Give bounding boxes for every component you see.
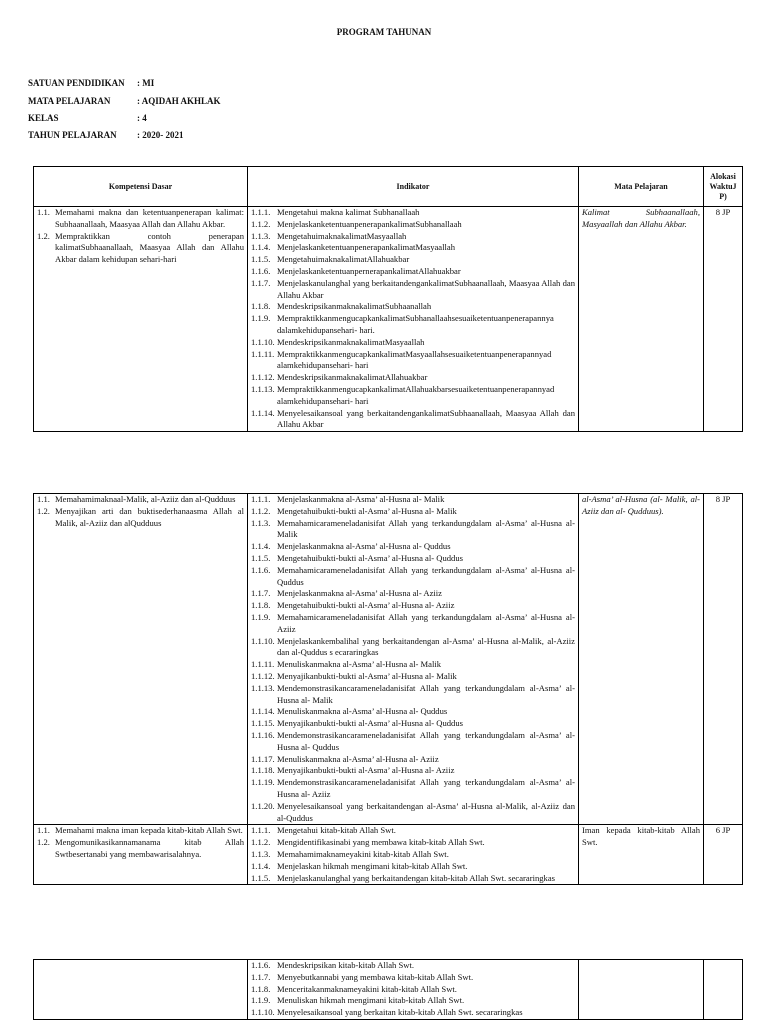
item-text: Mendemonstrasikancarameneladanisifat Allah yang terkandungdalam al-Asma’ al-Husna al- Aziiz xyxy=(277,777,575,799)
indikator-cell xyxy=(248,207,579,432)
header-indikator: Indikator xyxy=(248,167,579,207)
item-text: Mengomunikasikannamanama kitab Allah Swtbesertanabi yang membawarisalahnya. xyxy=(55,837,244,859)
alokasi-cell: 8 JP xyxy=(704,207,743,432)
indikator-list xyxy=(251,207,575,431)
indikator-item xyxy=(251,972,575,984)
table-header-row xyxy=(34,167,743,207)
item-text: Menuliskanmakna al-Asma’ al-Husna al- Malik xyxy=(277,659,442,670)
indikator-item xyxy=(251,313,575,337)
alokasi-cell: 8 JP xyxy=(704,494,743,825)
indikator-list xyxy=(251,825,575,884)
item-number: 1.1.2. xyxy=(251,218,271,229)
meta-value: : MI xyxy=(137,78,155,88)
indikator-item xyxy=(251,372,575,384)
indikator-item xyxy=(251,384,575,408)
item-text: MendeskripsikanmaknakalimatAllahuakbar xyxy=(277,372,428,383)
indikator-item xyxy=(251,541,575,553)
list-item xyxy=(37,494,244,506)
item-text: Menyebutkannabi yang membawa kitab-kitab Allah Swt. xyxy=(277,971,474,982)
alokasi-cell xyxy=(704,960,743,1020)
indikator-item xyxy=(251,765,575,777)
indikator-item xyxy=(251,494,575,506)
item-text: Menjelaskanulanghal yang berkaitandengan kitab-kitab Allah Swt. secararingkas xyxy=(277,872,556,883)
indikator-item xyxy=(251,612,575,636)
indikator-item xyxy=(251,671,575,683)
item-number: 1.1.10. xyxy=(251,635,275,646)
item-number: 1.1.12. xyxy=(251,670,275,681)
list-item xyxy=(37,207,244,231)
item-text: Mempraktikkan contoh penerapan kalimatSubhaanallaah, Maasyaa Allah dan Allahu Akbar dalam kehidupan sehari-hari xyxy=(55,230,244,265)
indikator-item xyxy=(251,242,575,254)
indikator-item xyxy=(251,730,575,754)
indikator-item xyxy=(251,683,575,707)
item-number: 1.1.5. xyxy=(251,254,271,265)
item-text: Mengetahui kitab-kitab Allah Swt. xyxy=(277,825,396,836)
meta-row-kelas xyxy=(28,113,147,125)
program-table-1 xyxy=(33,166,743,432)
indikator-item xyxy=(251,825,575,837)
mata-pelajaran-cell: Iman kepada kitab-kitab Allah Swt. xyxy=(579,825,704,885)
item-text: MengetahuimaknakalimatAllahuakbar xyxy=(277,254,410,265)
mata-pelajaran-text: al-Asma’ al-Husna (al- Malik, al-Aziiz dan al- Qudduus). xyxy=(582,494,700,516)
indikator-item xyxy=(251,231,575,243)
item-number: 1.1.12. xyxy=(251,372,275,383)
meta-key: MATA PELAJARAN xyxy=(28,96,111,106)
indikator-item xyxy=(251,207,575,219)
kd-cell xyxy=(34,825,248,885)
indikator-item xyxy=(251,984,575,996)
meta-value: : 4 xyxy=(137,113,147,123)
indikator-cell xyxy=(248,960,579,1020)
item-number: 1.1.13. xyxy=(251,383,275,394)
item-text: Memahami makna dan ketentuanpenerapan kalimat: Subhaanallaah, Maasyaa Allah dan Allahu Akbar. xyxy=(55,207,244,229)
item-text: Memahamicarameneladanisifat Allah yang terkandungdalam al-Asma’ al-Husna al- Malik xyxy=(277,517,575,540)
item-text: Menyajikanbukti-bukti al-Asma’ al-Husna al- Aziiz xyxy=(277,765,455,776)
item-text: Menceritakanmaknameyakini kitab-kitab Allah Swt. xyxy=(277,983,457,994)
indikator-item xyxy=(251,266,575,278)
item-text: Menjelaskanmakna al-Asma’ al-Husna al- Malik xyxy=(277,494,445,504)
indikator-item xyxy=(251,565,575,589)
indikator-item xyxy=(251,777,575,801)
item-number: 1.1.16. xyxy=(251,729,275,740)
item-number: 1.1.17. xyxy=(251,753,275,764)
item-text: Menyajikan arti dan buktisederhanaasma Allah al Malik, al-Aziiz dan alQudduus xyxy=(55,505,244,528)
indikator-item xyxy=(251,337,575,349)
item-text: Mengetahui makna kalimat Subhanallaah xyxy=(277,207,420,217)
header-mata-pelajaran: Mata Pelajaran xyxy=(579,167,704,207)
item-number: 1.1.15. xyxy=(251,718,275,729)
item-number: 1.1.1. xyxy=(251,207,271,217)
indikator-item xyxy=(251,706,575,718)
item-text: MengetahuimaknakalimatMasyaallah xyxy=(277,230,407,241)
item-text: MempraktikkanmengucapkankalimatSubhanallaahsesuaiketentuanpenerapannya dalamkehidupansehari- hari. xyxy=(277,313,554,335)
item-text: MempraktikkanmengucapkankalimatAllahuakbarsesuaiketentuanpenerapannyad alamkehidupansehari- hari xyxy=(277,383,555,406)
indikator-item xyxy=(251,506,575,518)
item-number: 1.1. xyxy=(37,494,50,504)
indikator-list xyxy=(251,960,575,1019)
item-number: 1.1.9. xyxy=(251,611,271,622)
table-row xyxy=(34,960,743,1020)
list-item xyxy=(37,837,244,861)
item-text: Menyelesaikansoal yang berkaitandengan al-Asma’ al-Husna al-Malik, al-Aziiz dan al-Quddus xyxy=(277,800,575,823)
meta-key: TAHUN PELAJARAN xyxy=(28,130,117,140)
item-number: 1.1.3. xyxy=(251,230,271,241)
indikator-item xyxy=(251,349,575,373)
meta-key: SATUAN PENDIDIKAN xyxy=(28,78,125,88)
item-text: Mengidentifikasinabi yang membawa kitab-kitab Allah Swt. xyxy=(277,837,485,848)
item-number: 1.1.6. xyxy=(251,960,271,970)
item-number: 1.1.4. xyxy=(251,242,271,253)
indikator-item xyxy=(251,960,575,972)
item-text: Mengetahuibukti-bukti al-Asma’ al-Husna al- Malik xyxy=(277,505,457,516)
meta-value: : AQIDAH AKHLAK xyxy=(137,96,221,106)
item-text: Memahamicarameneladanisifat Allah yang terkandungdalam al-Asma’ al-Husna al- Quddus xyxy=(277,564,575,587)
indikator-cell xyxy=(248,494,579,825)
item-text: Menjelaskanulanghal yang berkaitandengankalimatSubhaanallaah, Maasyaa Allah dan Allahu Akbar xyxy=(277,277,575,300)
item-text: Menjelaskanmakna al-Asma’ al-Husna al- Aziiz xyxy=(277,588,442,599)
indikator-item xyxy=(251,995,575,1007)
mata-pelajaran-cell xyxy=(579,960,704,1020)
indikator-item xyxy=(251,301,575,313)
list-item xyxy=(37,506,244,530)
item-number: 1.1.18. xyxy=(251,765,275,776)
item-number: 1.1.11. xyxy=(251,659,275,670)
indikator-item xyxy=(251,849,575,861)
indikator-item xyxy=(251,408,575,432)
indikator-item xyxy=(251,837,575,849)
item-text: Mendemonstrasikancarameneladanisifat Allah yang terkandungdalam al-Asma’ al-Husna al- Quddus xyxy=(277,729,575,752)
item-text: Memahamimaknameyakini kitab-kitab Allah Swt. xyxy=(277,848,449,859)
item-text: Mengetahuibukti-bukti al-Asma’ al-Husna al- Quddus xyxy=(277,552,463,563)
mata-pelajaran-cell xyxy=(579,494,704,825)
table-row xyxy=(34,494,743,825)
indikator-item xyxy=(251,254,575,266)
header-kompetensi-dasar: Kompetensi Dasar xyxy=(34,167,248,207)
item-text: Menjelaskanmakna al-Asma’ al-Husna al- Quddus xyxy=(277,541,451,552)
indikator-item xyxy=(251,600,575,612)
item-text: Menjelaskan hikmah mengimani kitab-kitab Allah Swt. xyxy=(277,860,468,871)
program-table-3 xyxy=(33,959,743,1020)
item-number: 1.1.4. xyxy=(251,541,271,552)
indikator-item xyxy=(251,659,575,671)
item-number: 1.1.3. xyxy=(251,517,271,528)
item-number: 1.1.20. xyxy=(251,800,275,811)
indikator-item xyxy=(251,801,575,825)
item-number: 1.1. xyxy=(37,825,50,836)
program-table-2 xyxy=(33,493,743,885)
item-number: 1.1.6. xyxy=(251,564,271,575)
item-text: Menuliskan hikmah mengimani kitab-kitab Allah Swt. xyxy=(277,995,465,1006)
indikator-item xyxy=(251,278,575,302)
item-number: 1.1.14. xyxy=(251,706,275,717)
list-item xyxy=(37,231,244,266)
item-text: MenjelaskanketentuanpenerapankalimatMasyaallah xyxy=(277,242,456,253)
item-number: 1.1.13. xyxy=(251,682,275,693)
item-number: 1.1.6. xyxy=(251,265,271,276)
item-number: 1.1.9. xyxy=(251,313,271,324)
item-text: MenjelaskanketentuanpernerapankalimatAllahuakbar xyxy=(277,265,461,276)
header-alokasi-waktu: Alokasi WaktuJ P) xyxy=(704,167,743,207)
meta-row-tahun xyxy=(28,130,184,142)
item-number: 1.1.7. xyxy=(251,971,271,982)
item-text: Menyajikanbukti-bukti al-Asma’ al-Husna al- Malik xyxy=(277,670,457,681)
kd-cell xyxy=(34,960,248,1020)
item-number: 1.1.2. xyxy=(251,837,271,848)
meta-row-mapel xyxy=(28,96,221,108)
indikator-item xyxy=(251,518,575,542)
meta-key: KELAS xyxy=(28,113,59,123)
item-text: Memahamicarameneladanisifat Allah yang terkandungdalam al-Asma’ al-Husna al- Aziiz xyxy=(277,611,575,634)
item-number: 1.1.7. xyxy=(251,588,271,599)
item-text: Memahamimaknaal-Malik, al-Aziiz dan al-Qudduus xyxy=(55,494,236,504)
table-row xyxy=(34,207,743,432)
item-number: 1.1.1. xyxy=(251,825,271,836)
item-number: 1.2. xyxy=(37,230,50,241)
item-number: 1.1.10. xyxy=(251,1007,275,1018)
item-number: 1.1.14. xyxy=(251,407,275,418)
item-text: Mendeskripsikan kitab-kitab Allah Swt. xyxy=(277,960,415,970)
item-number: 1.1.4. xyxy=(251,860,271,871)
indikator-item xyxy=(251,1007,575,1019)
item-number: 1.1.5. xyxy=(251,552,271,563)
indikator-item xyxy=(251,861,575,873)
item-number: 1.1.2. xyxy=(251,505,271,516)
item-number: 1.2. xyxy=(37,837,50,848)
indikator-item xyxy=(251,754,575,766)
indikator-item xyxy=(251,718,575,730)
kd-cell xyxy=(34,494,248,825)
item-text: Menjelaskankembalihal yang berkaitandengan al-Asma’ al-Husna al-Malik, al-Aziiz dan al-Quddus s ecararingkas xyxy=(277,635,575,658)
item-text: Menyajikanbukti-bukti al-Asma’ al-Husna al- Quddus xyxy=(277,718,463,729)
indikator-item xyxy=(251,873,575,885)
item-text: Menuliskanmakna al-Asma’ al-Husna al- Quddus xyxy=(277,706,448,717)
meta-value: : 2020- 2021 xyxy=(137,130,184,140)
indikator-cell xyxy=(248,825,579,885)
mata-pelajaran-cell xyxy=(579,207,704,432)
indikator-item xyxy=(251,588,575,600)
item-number: 1.1.10. xyxy=(251,336,275,347)
indikator-item xyxy=(251,219,575,231)
list-item xyxy=(37,825,244,837)
item-number: 1.1.9. xyxy=(251,995,271,1006)
item-text: MendeskripsikanmaknakalimatSubhaanallah xyxy=(277,301,432,312)
item-number: 1.1.5. xyxy=(251,872,271,883)
item-text: Memahami makna iman kepada kitab-kitab Allah Swt. xyxy=(55,825,243,836)
mata-pelajaran-text: Kalimat Subhaanallaah, Masyaallah dan Allahu Akbar. xyxy=(582,207,700,229)
item-number: 1.1.8. xyxy=(251,301,271,312)
item-number: 1.1.3. xyxy=(251,848,271,859)
item-number: 1.1.19. xyxy=(251,777,275,788)
item-number: 1.1.1. xyxy=(251,494,271,504)
alokasi-cell: 6 JP xyxy=(704,825,743,885)
indikator-list xyxy=(251,494,575,824)
item-number: 1.1.11. xyxy=(251,348,275,359)
kd-cell xyxy=(34,207,248,432)
item-number: 1.1.8. xyxy=(251,600,271,611)
item-text: Menyelesaikansoal yang berkaitandengankalimatSubhaanallaah, Maasyaa Allah dan Allahu Akbar xyxy=(277,407,575,430)
indikator-item xyxy=(251,553,575,565)
item-text: MendeskripsikanmaknakalimatMasyaallah xyxy=(277,336,425,347)
item-text: Mendemonstrasikancarameneladanisifat Allah yang terkandungdalam al-Asma’ al-Husna al- Malik xyxy=(277,682,575,705)
item-number: 1.1.7. xyxy=(251,277,271,288)
meta-row-satuan xyxy=(28,78,154,90)
item-text: MempraktikkanmengucapkankalimatMasyaallahsesuaiketentuanpenerapannyad alamkehidupansehari- hari xyxy=(277,348,552,371)
item-text: Menyelesaikansoal yang berkaitan kitab-kitab Allah Swt. secararingkas xyxy=(277,1007,523,1018)
item-number: 1.2. xyxy=(37,505,50,516)
item-text: Menuliskanmakna al-Asma’ al-Husna al- Aziiz xyxy=(277,753,439,764)
item-text: MenjelaskanketentuanpenerapankalimatSubhanallaah xyxy=(277,218,462,229)
page-title: PROGRAM TAHUNAN xyxy=(336,27,432,37)
item-text: Mengetahuibukti-bukti al-Asma’ al-Husna al- Aziiz xyxy=(277,600,455,611)
table-row xyxy=(34,825,743,885)
item-number: 1.1. xyxy=(37,207,50,217)
item-number: 1.1.8. xyxy=(251,983,271,994)
indikator-item xyxy=(251,636,575,660)
